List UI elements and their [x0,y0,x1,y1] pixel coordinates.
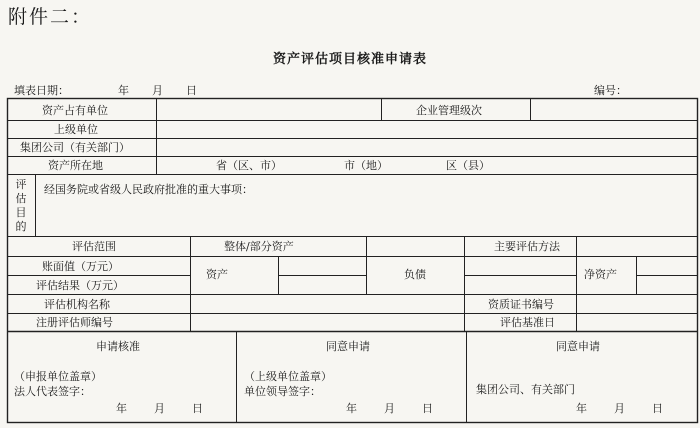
label-liabilities: 负债 [404,268,426,281]
label-asset-location: 资产所在地 [48,159,103,172]
sig-col1-stamp: （申报单位盖章） [14,370,102,383]
sig-col1-month: 月 [154,402,165,415]
label-assets: 资产 [206,268,228,281]
sig-col3-month: 月 [614,402,625,415]
fill-date-label: 填表日期： [14,84,69,97]
attachment-label: 附件二： [8,6,93,28]
label-main-method: 主要评估方法 [494,240,560,253]
sig-col2-stamp: （上级单位盖章） [244,370,332,383]
label-whole-part: 整体/部分资产 [224,240,294,253]
label-agency-name: 评估机构名称 [44,298,110,311]
serial-label: 编号： [594,84,627,97]
sig-col2-month: 月 [384,402,395,415]
sig-col3-title: 同意申请 [556,340,600,353]
purpose-text: 经国务院或省级人民政府批准的重大事项： [44,183,253,196]
sig-col1-sign: 法人代表签字： [14,385,91,398]
sig-col2-day: 日 [422,402,433,415]
label-eval-result: 评估结果（万元） [36,279,124,292]
label-province: 省（区、市） [216,159,282,172]
sig-col3-day: 日 [652,402,663,415]
fill-date-year: 年 [118,84,129,97]
form-title: 资产评估项目核准申请表 [272,52,427,67]
label-book-value: 账面值（万元） [42,260,119,273]
sig-col1-year: 年 [116,402,127,415]
label-city: 市（地） [344,159,388,172]
label-asset-owner: 资产占有单位 [42,104,108,117]
sig-col3-dept: 集团公司、有关部门 [476,383,575,396]
label-group-company: 集团公司（有关部门） [20,141,130,154]
label-district: 区（县） [446,159,490,172]
fill-date-month: 月 [152,84,163,97]
sig-col1-day: 日 [192,402,203,415]
fill-date-day: 日 [186,84,197,97]
sig-col1-title: 申请核准 [96,340,140,353]
label-cert-no: 资质证书编号 [488,298,554,311]
sig-col2-year: 年 [346,402,357,415]
label-base-date: 评估基准日 [500,316,555,329]
label-eval-scope: 评估范围 [72,240,116,253]
label-enterprise-level: 企业管理级次 [416,104,482,117]
label-net-assets: 净资产 [584,268,617,281]
sig-col2-sign: 单位领导签字： [244,385,321,398]
sig-col2-title: 同意申请 [326,340,370,353]
sig-col3-year: 年 [576,402,587,415]
label-appraiser-no: 注册评估师编号 [36,316,113,329]
label-superior-unit: 上级单位 [54,123,98,136]
label-eval-purpose: 评估目的 [15,178,27,233]
